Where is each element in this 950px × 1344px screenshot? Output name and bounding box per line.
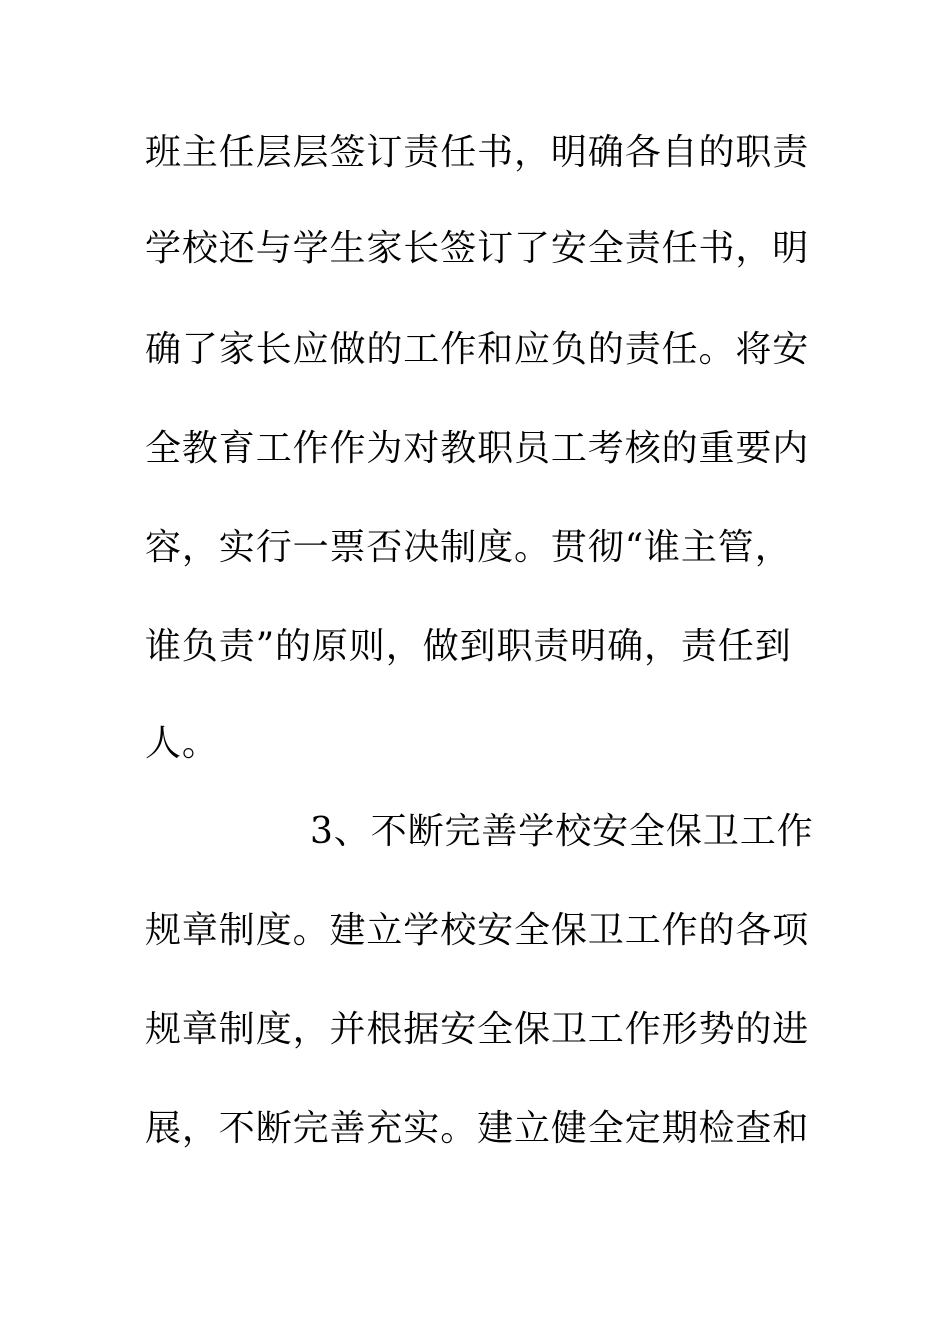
section-heading-line: 3、不断完善学校安全保卫工作 (310, 811, 814, 852)
text-line: 确了家长应做的工作和应负的责任。将安 (145, 329, 810, 370)
text-line: 学校还与学生家长签订了安全责任书，明 (145, 228, 810, 269)
text-line: 规章制度，并根据安全保卫工作形势的进 (145, 1009, 810, 1050)
text-line: 规章制度。建立学校安全保卫工作的各项 (145, 910, 810, 951)
text-line: 展，不断完善充实。建立健全定期检查和 (145, 1108, 810, 1149)
text-line: 全教育工作作为对教职员工考核的重要内 (145, 428, 810, 469)
text-line: 谁负责”的原则，做到职责明确，责任到 (145, 626, 792, 667)
text-line: 容，实行一票否决制度。贯彻“谁主管， (145, 527, 792, 568)
text-line: 班主任层层签订责任书，明确各自的职责 (145, 132, 810, 173)
text-line: 人。 (145, 723, 219, 764)
